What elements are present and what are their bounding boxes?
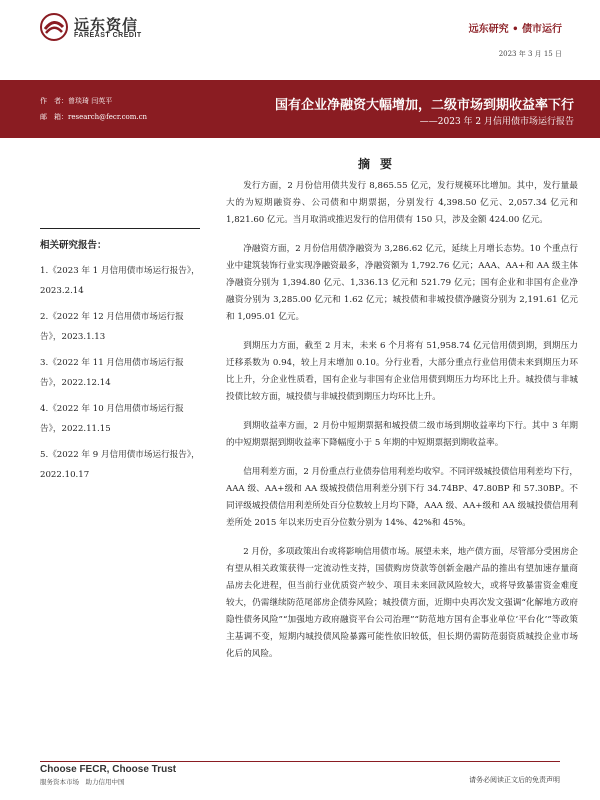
fareast-logo-icon xyxy=(40,13,68,41)
report-category: 远东研究 • 债市运行 xyxy=(468,24,562,35)
abstract-paragraph-credit-spread: 信用利差方面，2 月份重点行业债券信用利差均收窄。不同评级城投债信用利差均下行，AAA 级、AA+级和 AA 级城投债信用利差分别下行 34.74BP、47.80BP 和 57.30BP。不同评级城投债信用利差所处百分位数较上月均下降，AAA 级、AA+级和 AA 级城投债信用利差所处 2015 年以来历史百分位数分别为 14%、42%和 45%。 xyxy=(226,467,578,528)
disclaimer-note: 请务必阅读正文后的免责声明 xyxy=(469,776,560,784)
report-date: 2023 年 3 月 15 日 xyxy=(498,50,562,58)
abstract-body xyxy=(226,178,578,675)
abstract-paragraph-maturity-pressure: 到期压力方面，截至 2 月末，未来 6 个月将有 51,958.74 亿元信用债到期，到期压力迁移系数为 0.94，较上月末增加 0.10。分行业看，大部分重点行业信用债未来到期压力环比上升，分企业性质看，国有企业与非国有企业信用债到期压力均环比上升。城投债与非城投债比较方面，城投债与非城投债到期压力均环比上升。 xyxy=(226,341,578,402)
related-report-link[interactable]: 5.《2022 年 9 月信用债市场运行报告》，2022.10.17 xyxy=(40,450,200,480)
abstract-paragraph-net-financing: 净融资方面，2 月份信用债净融资为 3,286.62 亿元，延续上月增长态势。10 个重点行业中建筑装饰行业实现净融资最多，净融资额为 1,792.76 亿元；AAA、AA+和 AA 级主体净融资分别为 1,394.80 亿元、1,336.13 亿元和 521.79 亿元；国有企业和非国有企业净融资分别为 3,285.00 亿元和 1.62 亿元；城投债和非城投债净融资分别为 2,191.61 亿元和 1,095.01 亿元。 xyxy=(226,244,578,322)
report-title: 国有企业净融资大幅增加，二级市场到期收益率下行 xyxy=(274,98,574,113)
related-report-link[interactable]: 1.《2023 年 1 月信用债市场运行报告》，2023.2.14 xyxy=(40,266,200,296)
related-report-link[interactable]: 3.《2022 年 11 月信用债市场运行报告》，2022.12.14 xyxy=(40,358,184,388)
brand-name-en: FAREAST CREDIT xyxy=(74,32,142,39)
sidebar-divider xyxy=(40,228,200,229)
abstract-paragraph-issuance: 发行方面，2 月份信用债共发行 8,865.55 亿元，发行规模环比增加。其中，发行量最大的为短期融资券、公司债和中期票据，分别发行 4,398.50 亿元、2,057.34 亿元和 1,821.60 亿元。当月取消或推迟发行的信用债有 150 只，涉及金额 424.00 亿元。 xyxy=(226,181,578,225)
related-report-link[interactable]: 4.《2022 年 10 月信用债市场运行报告》，2022.11.15 xyxy=(40,404,184,434)
sidebar-heading: 相关研究报告： xyxy=(40,240,107,251)
footer-tagline: 服务资本市场 助力信用中国 xyxy=(40,778,125,786)
author-line: 作 者：曾琰琦 闫英平 xyxy=(40,97,113,105)
footer-slogan: Choose FECR, Choose Trust xyxy=(40,764,177,775)
email-line: 邮 箱：research@fecr.com.cn xyxy=(40,113,148,121)
abstract-paragraph-yield: 到期收益率方面，2 月份中短期票据和城投债二级市场到期收益率均下行。其中 3 年期的中短期票据到期收益率下降幅度小于 5 年期的中短期票据到期收益率。 xyxy=(226,421,578,448)
company-logo xyxy=(40,13,170,43)
abstract-heading: 摘要 xyxy=(357,157,403,171)
related-reports-sidebar xyxy=(40,228,200,491)
brand-name-cn: 远东资信 xyxy=(74,16,139,34)
report-subtitle: ——2023 年 2 月信用债市场运行报告 xyxy=(419,117,574,127)
abstract-paragraph-outlook: 2 月份，多项政策出台或将影响信用债市场。展望未来，地产债方面，尽管部分受困房企有望从相关政策获得一定流动性支持，国债购房贷款等创新金融产品的推出有望加速存量商品房去化进程，但当前行业优质资产较少、项目未来回款风险较大，或将导致暴雷资金难度较大，仍需继续防范尾部房企债券风险；城投债方面，近期中央再次发文强调“化解地方政府隐性债务风险”“加强地方政府融资平台公司治理”“防范地方国有企事业单位‘平台化’”等政策主基调不变，短期内城投债风险暴露可能性依旧较低，但长期仍需防范弱资质城投企业市场化后的风险。 xyxy=(226,547,578,659)
footer-divider xyxy=(40,761,560,762)
related-report-link[interactable]: 2.《2022 年 12 月信用债市场运行报告》，2023.1.13 xyxy=(40,312,184,342)
title-banner xyxy=(0,80,600,138)
